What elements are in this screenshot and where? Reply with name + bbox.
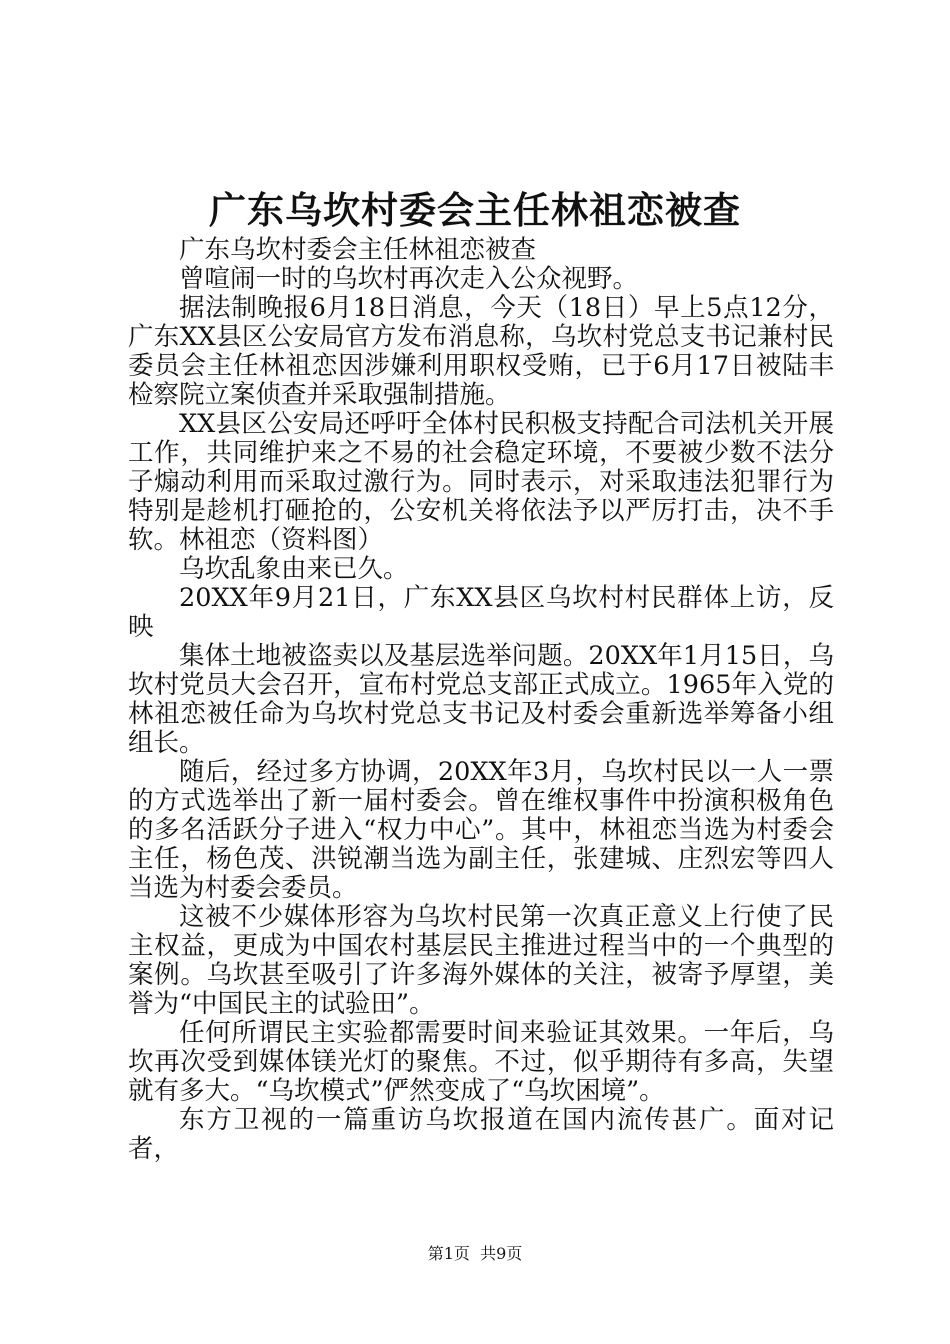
document-body (128, 236, 834, 1164)
paragraph: 据法制晚报6月18日消息，今天（18日）早上5点12分，广东XX县区公安局官方发布消息称，乌坎村党总支书记兼村民委员会主任林祖恋因涉嫌利用职权受贿，已于6月17日被陆丰检察院立案侦查并采取强制措施。 (128, 293, 834, 410)
paragraph: XX县区公安局还呼吁全体村民积极支持配合司法机关开展工作，共同维护来之不易的社会稳定环境，不要被少数不法分子煽动利用而采取过激行为。同时表示，对采取违法犯罪行为特别是趁机打砸抢的，公安机关将依法予以严厉打击，决不手软。林祖恋（资料图） (128, 409, 834, 555)
paragraph-subtitle: 广东乌坎村委会主任林祖恋被查 (179, 235, 537, 265)
page-footer (0, 1244, 950, 1264)
paragraph: 乌坎乱象由来已久。 (179, 554, 409, 584)
paragraph: 这被不少媒体形容为乌坎村民第一次真正意义上行使了民主权益，更成为中国农村基层民主推进过程当中的一个典型的案例。乌坎甚至吸引了许多海外媒体的关注，被寄予厚望，美誉为“中国民主的试验田”。 (128, 902, 834, 1019)
page-number: 第1页 (427, 1244, 470, 1263)
page-total: 共9页 (480, 1244, 523, 1263)
paragraph: 东方卫视的一篇重访乌坎报道在国内流传甚广。面对记者， (128, 1105, 834, 1164)
paragraph: 曾喧闹一时的乌坎村再次走入公众视野。 (179, 264, 639, 294)
paragraph: 随后，经过多方协调，20XX年3月，乌坎村民以一人一票的方式选举出了新一届村委会。曾在维权事件中扮演积极角色的多名活跃分子进入“权力中心”。其中，林祖恋当选为村委会主任，杨色茂、洪锐潮当选为副主任，张建城、庄烈宏等四人当选为村委会委员。 (128, 757, 834, 903)
paragraph: 任何所谓民主实验都需要时间来验证其效果。一年后，乌坎再次受到媒体镁光灯的聚焦。不过，似乎期待有多高，失望就有多大。“乌坎模式”俨然变成了“乌坎困境”。 (128, 1018, 834, 1106)
paragraph: 集体土地被盗卖以及基层选举问题。20XX年1月15日，乌坎村党员大会召开，宣布村党总支部正式成立。1965年入党的林祖恋被任命为乌坎村党总支书记及村委会重新选举筹备小组组长。 (128, 641, 834, 758)
paragraph: 20XX年9月21日，广东XX县区乌坎村村民群体上访，反映 (128, 583, 834, 642)
page-title: 广东乌坎村委会主任林祖恋被查 (209, 188, 741, 232)
